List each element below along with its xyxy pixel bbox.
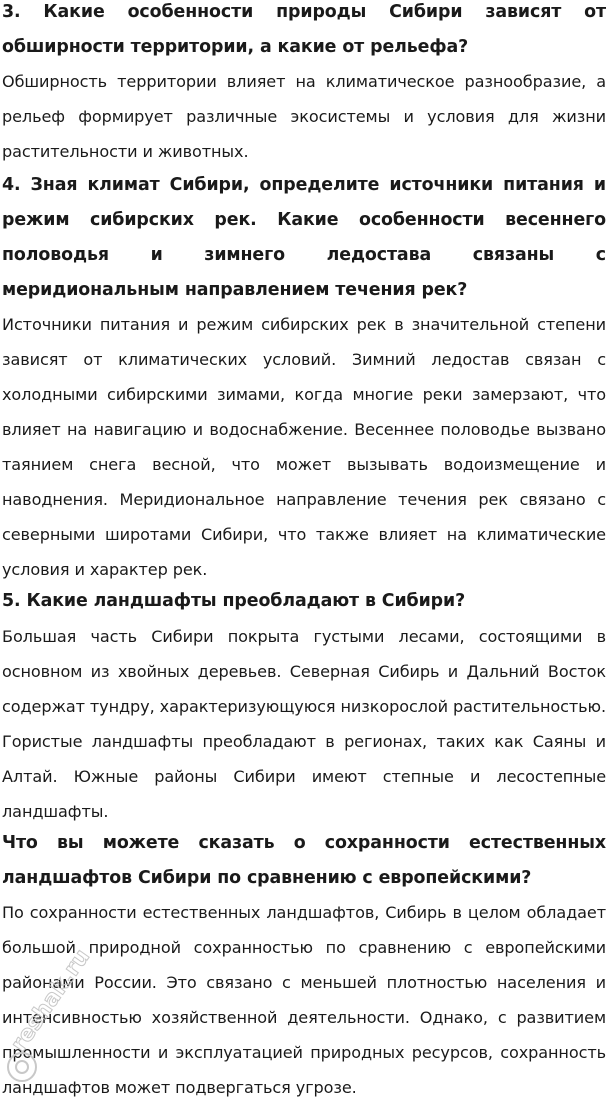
question-6-heading: Что вы можете сказать о сохранности естественных ландшафтов Сибири по сравнению с европейскими?	[2, 833, 606, 888]
answer-5-text: Большая часть Сибири покрыта густыми лесами, состоящими в основном из хвойных деревьев. Северная Сибирь и Дальний Восток содержат тундру, характеризующуюся низкорослой растительностью. Гористые ландшафты преобладают в регионах, таких как Саяны и Алтай. Южные районы Сибири имеют степные и лесостепные ландшафты.	[2, 627, 606, 821]
question-3-heading: 3. Какие особенности природы Сибири зависят от обширности территории, а какие от рельефа?	[2, 2, 606, 57]
question-5-heading: 5. Какие ландшафты преобладают в Сибири?	[2, 591, 466, 611]
answer-6-text: По сохранности естественных ландшафтов, Сибирь в целом обладает большой природной сохранностью по сравнению с европейскими районами России. Это связано с меньшей плотностью населения и интенсивностью хозяйственной деятельности. Однако, с развитием промышленности и эксплуатацией природных ресурсов, сохранность ландшафтов может подвергаться угрозе.	[2, 903, 606, 1097]
watermark-text: reshak.ru	[6, 944, 96, 1057]
answer-3-text: Обширность территории влияет на климатическое разнообразие, а рельеф формирует различные экосистемы и условия для жизни растительности и животных.	[2, 72, 606, 161]
answer-4-text: Источники питания и режим сибирских рек в значительной степени зависят от климатических условий. Зимний ледостав связан с холодными сибирскими зимами, когда многие реки замерзают, что влияет на навигацию и водоснабжение. Весеннее половодье вызвано таянием снега весной, что может вызывать водоизмещение и наводнения. Меридиональное направление течения рек связано с северными широтами Сибири, что также влияет на климатические условия и характер рек.	[2, 315, 606, 579]
question-4-heading: 4. Зная климат Сибири, определите источники питания и режим сибирских рек. Какие особенности весеннего половодья и зимнего ледостава связаны с меридиональным направлением течения рек?	[2, 175, 606, 300]
